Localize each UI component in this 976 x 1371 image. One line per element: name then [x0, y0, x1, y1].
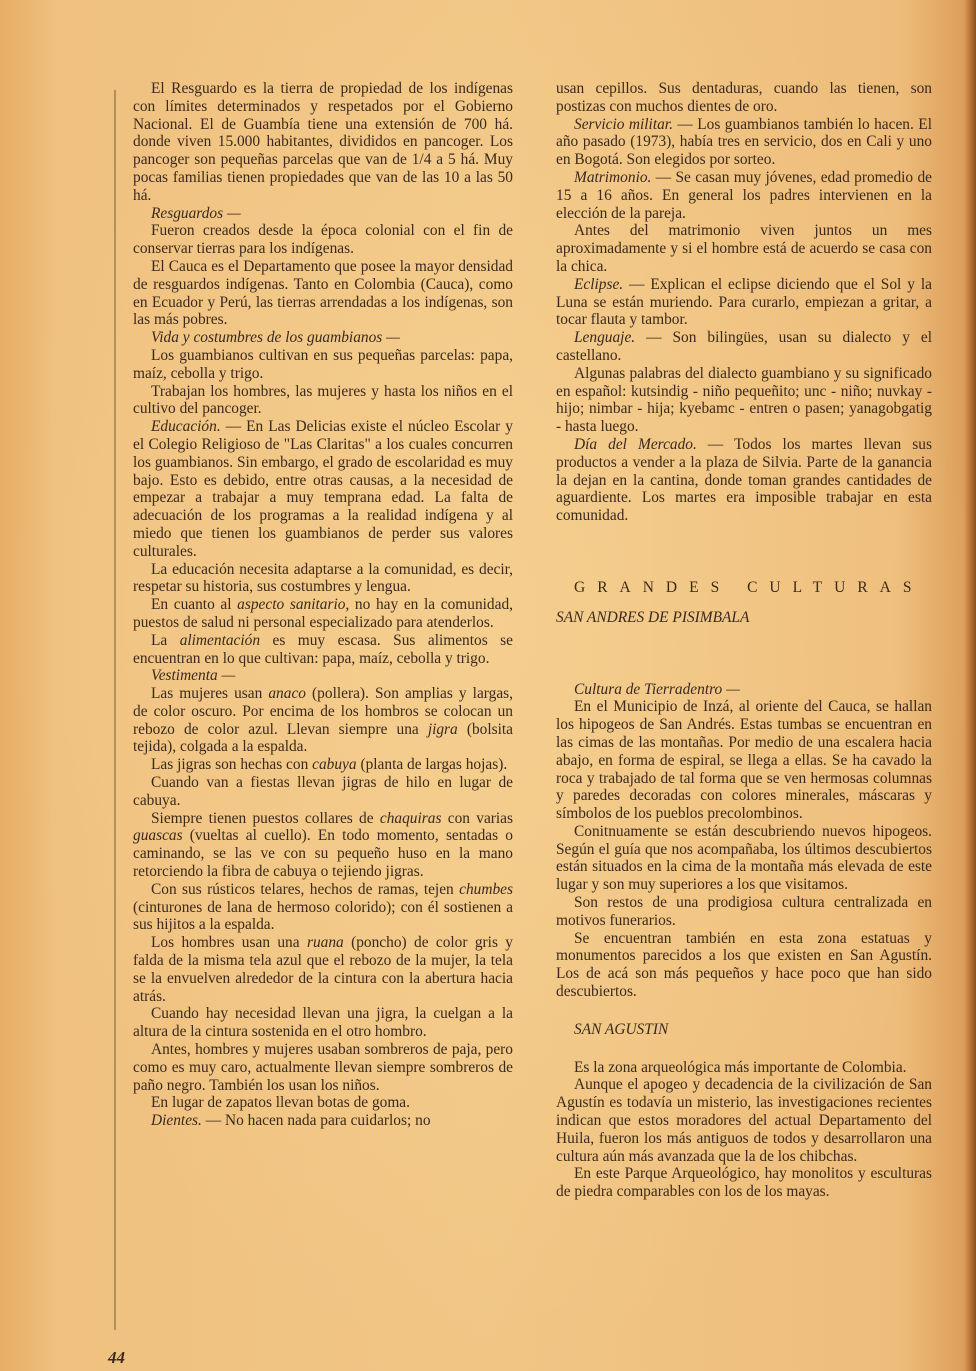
paragraph: Se encuentran también en esta zona estatuas y monumentos parecidos a los que existen en San Agustín. Los de acá son más pequeños y hace poco que han sido descubiertos.	[556, 929, 932, 1001]
page-edge-shadow	[964, 0, 976, 1371]
paragraph-text: — Los guambianos también lo hacen. El año pasado (1973), había tres en servicio, dos en Cali y uno en Bogotá. Son elegidos por sorteo.	[556, 115, 932, 169]
resguardos-subheading: Resguardos —	[151, 204, 241, 222]
emphasis: chaquiras	[379, 809, 442, 827]
servicio-paragraph	[556, 116, 932, 169]
text-run: (pollera). Son amplias y largas, de color oscuro. Por encima de los hombros se colocan un rebozo de color azul. Llevan siempre una	[133, 685, 513, 738]
spacer	[556, 525, 932, 579]
text-run: es muy escasa. Sus alimentos se encuentran en lo que cultivan: papa, maíz, cebolla y trigo.	[133, 631, 513, 667]
paragraph: Cuando hay necesidad llevan una jigra, la cuelgan a la altura de la cintura sostenida en el otro hombro.	[133, 1005, 513, 1041]
dientes-label: Dientes.	[151, 1112, 202, 1130]
paragraph: Aunque el apogeo y decadencia de la civilización de San Agustín es todavía un misterio, las investigaciones recientes indican que estos moradores del actual Departamento del Huila, fueron los más antiguos de todos y desarrollaron una cultura aún más avanzada que la de los chibchas.	[556, 1076, 932, 1165]
text-run: Con sus rústicos telares, hechos de ramas, tejen	[151, 880, 460, 898]
paragraph: En este Parque Arqueológico, hay monolitos y esculturas de piedra comparables con los de los mayas.	[556, 1165, 932, 1201]
paragraph: En lugar de zapatos llevan botas de goma.	[151, 1094, 410, 1112]
emphasis: guascas	[133, 827, 183, 845]
resguardo-paragraph: El Resguardo es la tierra de propiedad de los indígenas con límites determinados y respetados por el Gobierno Nacional. El de Guambía tiene una extensión de 700 há. donde viven 15.000 habitantes, divididos en pancoger. Los pancoger son pequeñas parcelas que van de 1/4 a 5 há. Muy pocas familias tienen propiedades que van de las 10 a las 50 há.	[133, 80, 513, 204]
paragraph: Fueron creados desde la época colonial con el fin de conservar tierras para los indígenas.	[133, 222, 513, 258]
emphasis: ruana	[306, 934, 344, 952]
paragraph: Cuando van a fiestas llevan jigras de hilo en lugar de cabuya.	[133, 774, 513, 809]
text-run: (planta de largas hojas).	[356, 756, 508, 774]
paragraph: Antes, hombres y mujeres usaban sombreros de paja, pero como es muy caro, actualmente llevan siempre sombreros de paño negro. También los usan los niños.	[133, 1041, 513, 1094]
eclipse-label: Eclipse.	[574, 275, 624, 293]
text-run: con varias	[441, 809, 513, 827]
chaquiras-paragraph	[133, 810, 513, 881]
tierradentro-subheading: Cultura de Tierradentro —	[574, 680, 740, 698]
emphasis: alimentación	[179, 631, 261, 649]
paragraph: La educación necesita adaptarse a la comunidad, es decir, respetar su historia, sus costumbres y lengua.	[133, 560, 513, 596]
page-number: 44	[108, 1348, 125, 1367]
paragraph-text: — Se casan muy jóvenes, edad promedio de 15 a 16 años. En general los padres intervienen en la elección de la pareja.	[556, 168, 932, 222]
spacer	[556, 1039, 932, 1059]
san-agustin-heading: SAN AGUSTIN	[574, 1020, 669, 1038]
cabuya-paragraph	[133, 756, 513, 774]
paragraph-text: — Explican el eclipse diciendo que el Sol y la Luna se están muriendo. Para curarlo, empiezan a gritar, a tocar flauta y tambor.	[556, 275, 932, 329]
anaco-paragraph	[133, 685, 513, 756]
text-run: La	[151, 631, 180, 649]
lenguaje-paragraph	[556, 329, 932, 365]
paragraph: Son restos de una prodigiosa cultura centralizada en motivos funerarios.	[556, 894, 932, 929]
emphasis: anaco	[268, 685, 306, 703]
spacer	[556, 1001, 932, 1021]
dientes-paragraph	[133, 1112, 513, 1130]
text-run: Los hombres usan una	[151, 934, 307, 952]
margin-rule	[114, 90, 116, 1330]
spacer	[556, 627, 932, 681]
paragraph: En el Municipio de Inzá, al oriente del Cauca, se hallan los hipogeos de San Andrés. Estas tumbas se encuentran en las cimas de las montañas. Por medio de una escalera hacia abajo, en forma de espiral, se llega a ellas. Se ha cavado la roca y trabajado de tal forma que se ven hermosas columnas y paredes decoradas con colores minerales, máscaras y símbolos de los pueblos precolombinos.	[556, 698, 932, 823]
paragraph: Antes del matrimonio viven juntos un mes aproximadamente y si el hombre está de acuerdo se casa con la chica.	[556, 222, 932, 275]
san-andres-heading: SAN ANDRES DE PISIMBALA	[556, 608, 750, 626]
left-column	[133, 80, 513, 1130]
emphasis: chumbes	[459, 880, 513, 898]
emphasis: aspecto sanitario,	[237, 596, 350, 614]
chumbes-paragraph	[133, 881, 513, 934]
paragraph-text: — En Las Delicias existe el núcleo Escolar y el Colegio Religioso de "Las Claritas" a los cuales concurren los guambianos. Sin embargo, el grado de escolaridad es muy bajo. Esto es debido, entre otras causas, a la necesidad de empezar a trabajar a muy temprana edad. La falta de adecuación de los programas a la realidad indígena y al miedo que tienen los guambianos de perder sus valores culturales.	[133, 418, 513, 560]
paragraph-text: — Todos los martes llevan sus productos a vender a la plaza de Silvia. Parte de la ganancia la dejan en la cantina, donde toman grandes cantidades de aguardiente. Los martes era imposible trabajar en esta comunidad.	[556, 435, 932, 525]
text-run: (cinturones de lana de hermoso colorido); con él sostienen a sus hijitos a la espalda.	[133, 898, 513, 934]
educacion-paragraph	[133, 418, 513, 560]
servicio-label: Servicio militar.	[574, 115, 673, 133]
vida-subheading: Vida y costumbres de los guambianos —	[151, 329, 400, 347]
paragraph: Los guambianos cultivan en sus pequeñas parcelas: papa, maíz, cebolla y trigo.	[133, 346, 513, 382]
text-run: Las mujeres usan	[151, 685, 269, 703]
paragraph-text: — Son bilingües, usan su dialecto y el castellano.	[556, 329, 932, 364]
mercado-paragraph	[556, 436, 932, 525]
eclipse-paragraph	[556, 276, 932, 329]
emphasis: cabuya	[312, 756, 357, 774]
text-run: Las jigras son hechas con	[151, 756, 313, 774]
paragraph: El Cauca es el Departamento que posee la mayor densidad de resguardos indígenas. Tanto en Colombia (Cauca), como en Ecuador y Perú, las tierras arrendadas a los indígenas, son las más pobres.	[133, 257, 513, 329]
paragraph: usan cepillos. Sus dentaduras, cuando las tienen, son postizas con muchos dientes de oro.	[556, 80, 932, 115]
spacer	[556, 597, 932, 609]
paragraph: Conitnuamente se están descubriendo nuevos hipogeos. Según el guía que nos acompañaba, los últimos descubiertos están situados en la cima de la montaña más elevada de este lugar y son muy superiores a los que visitamos.	[556, 822, 932, 894]
text-run: En cuanto al	[151, 596, 238, 614]
paragraph: Algunas palabras del dialecto guambiano y su significado en español: kutsindig - niño pequeñito; unc - niño; nuvkay - hijo; nimbar - hija; kyebamc - entren o pasen; yanagobgatig - hasta luego.	[556, 364, 932, 436]
text-run: (vueltas al cuello). En todo momento, sentadas o caminando, se las ve con su pequeño huso en la mano retorciendo la fibra de cabuya o tejiendo jigras.	[133, 827, 513, 881]
alimentacion-paragraph	[133, 632, 513, 668]
vestimenta-subheading: Vestimenta —	[151, 667, 236, 685]
lenguaje-label: Lenguaje.	[574, 329, 636, 347]
matrimonio-label: Matrimonio.	[574, 168, 652, 186]
right-column	[556, 80, 932, 1201]
ruana-paragraph	[133, 934, 513, 1005]
mercado-label: Día del Mercado.	[574, 435, 697, 453]
emphasis: jigra	[427, 720, 458, 738]
text-run: Siempre tienen puestos collares de	[151, 809, 380, 827]
text-run: (bolsita tejida), colgada a la espalda.	[133, 720, 514, 756]
paragraph: Trabajan los hombres, las mujeres y hasta los niños en el cultivo del pancoger.	[133, 382, 513, 418]
matrimonio-paragraph	[556, 169, 932, 222]
section-heading: GRANDES CULTURAS	[574, 578, 924, 596]
paragraph-text: — No hacen nada para cuidarlos; no	[201, 1112, 431, 1130]
educacion-label: Educación.	[151, 418, 221, 436]
text-run: (poncho) de color gris y falda de la misma tela azul que el rebozo de la mujer, la tela se la envuelven alrededor de la cintura con la abertura hacia atrás.	[133, 934, 513, 1005]
sanitario-paragraph	[133, 596, 513, 632]
paragraph: Es la zona arqueológica más importante de Colombia.	[574, 1058, 907, 1076]
text-run: no hay en la comunidad, puestos de salud ni personal especializado para atenderlos.	[133, 596, 513, 631]
